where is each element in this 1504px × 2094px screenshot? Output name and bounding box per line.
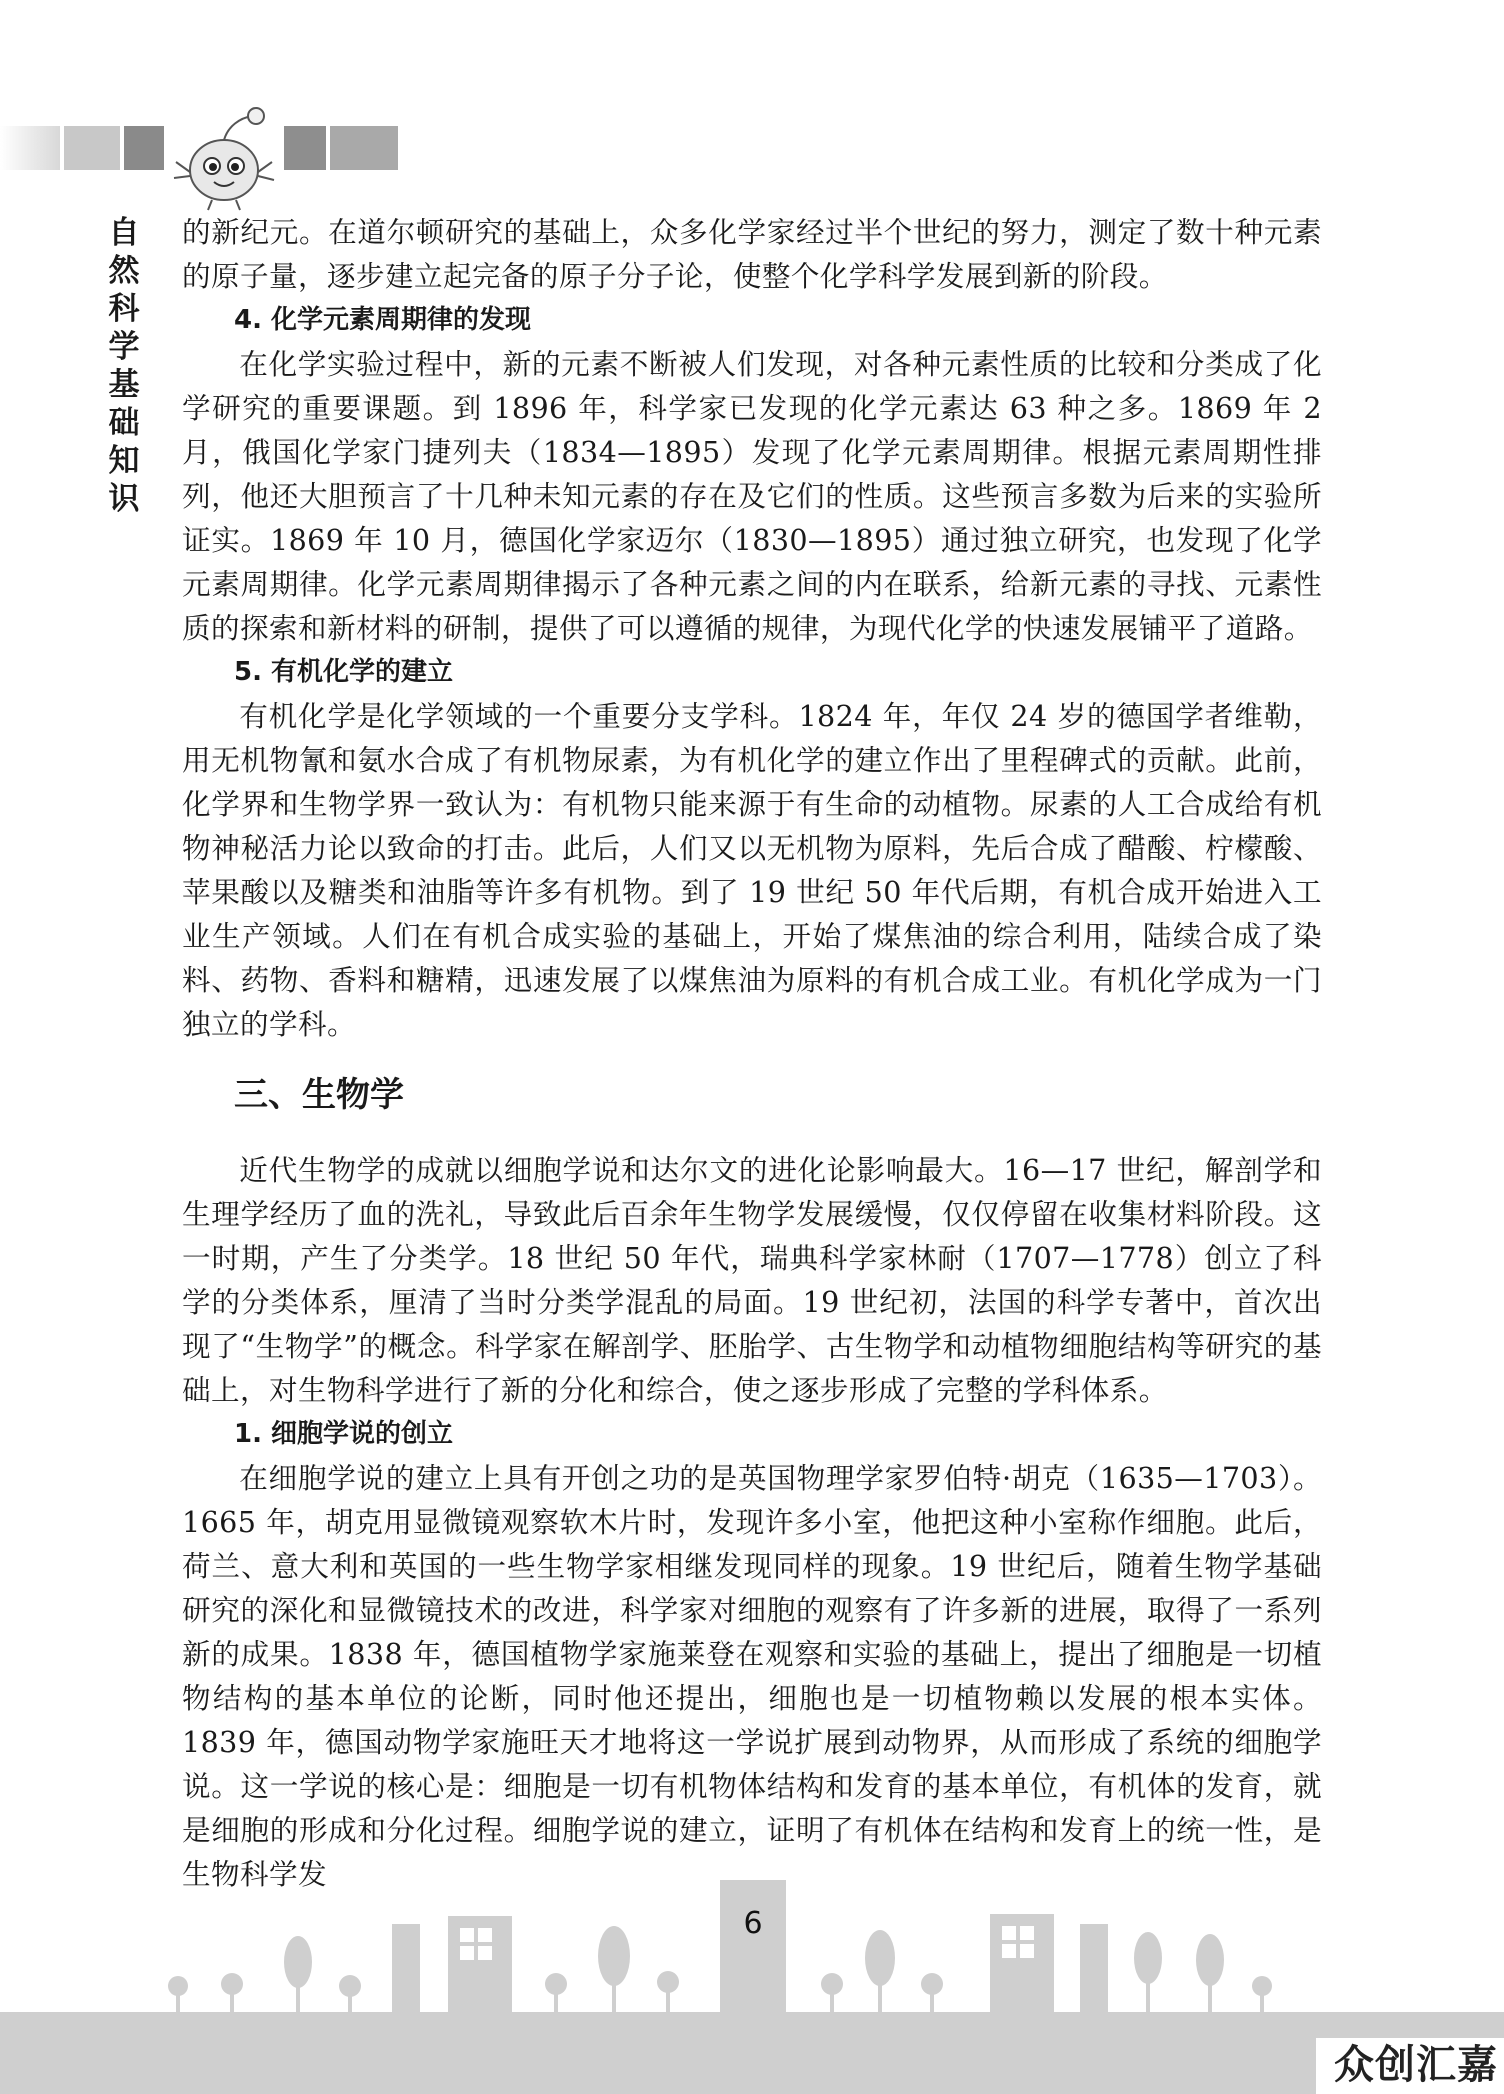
book-title-vertical: 自然科学基础知识 [108,215,140,517]
mascot-icon [166,102,284,214]
main-content [182,210,1322,1896]
page-number: 6 [743,1906,763,1941]
section-heading: 三、生物学 [234,1075,404,1115]
paragraph: 在细胞学说的建立上具有开创之功的是英国物理学家罗伯特·胡克（1635—1703）。1665 年，胡克用显微镜观察软木片时，发现许多小室，他把这种小室称作细胞。此后，荷兰、意大利和英国的一些生物学家相继发现同样的现象。19 世纪后，随着生物学基础研究的深化和显微镜技术的改进，科学家对细胞的观察有了许多新的进展，取得了一系列新的成果。1838 年，德国植物学家施莱登在观察和实验的基础上，提出了细胞是一切植物结构的基本单位的论断，同时他还提出，细胞也是一切植物赖以发展的根本实体。1839 年，德国动物学家施旺天才地将这一学说扩展到动物界，从而形成了系统的细胞学说。这一学说的核心是：细胞是一切有机物体结构和发育的基本单位，有机体的发育，就是细胞的形成和分化过程。细胞学说的建立，证明了有机体在结构和发育上的统一性，是生物科学发 [182,1461,1322,1891]
watermark-text: 众创汇嘉 [1334,2042,1498,2088]
subheading: 4. 化学元素周期律的发现 [234,305,532,335]
paragraph: 的新纪元。在道尔顿研究的基础上，众多化学家经过半个世纪的努力，测定了数十种元素的原子量，逐步建立起完备的原子分子论，使整个化学科学发展到新的阶段。 [182,215,1322,293]
subheading: 5. 有机化学的建立 [234,657,454,687]
watermark [1316,2038,1504,2094]
paragraph: 有机化学是化学领域的一个重要分支学科。1824 年，年仅 24 岁的德国学者维勒，用无机物氰和氨水合成了有机物尿素，为有机化学的建立作出了里程碑式的贡献。此前，化学界和生物学界一致认为：有机物只能来源于有生命的动植物。尿素的人工合成给有机物神秘活力论以致命的打击。此后，人们又以无机物为原料，先后合成了醋酸、柠檬酸、苹果酸以及糖类和油脂等许多有机物。到了 19 世纪 50 年代后期，有机合成开始进入工业生产领域。人们在有机合成实验的基础上，开始了煤焦油的综合利用，陆续合成了染料、药物、香料和糖精，迅速发展了以煤焦油为原料的有机合成工业。有机化学成为一门独立的学科。 [182,699,1322,1041]
paragraph: 在化学实验过程中，新的元素不断被人们发现，对各种元素性质的比较和分类成了化学研究的重要课题。到 1896 年，科学家已发现的化学元素达 63 种之多。1869 年 2 月，俄国化学家门捷列夫（1834—1895）发现了化学元素周期律。根据元素周期性排列，他还大胆预言了十几种未知元素的存在及它们的性质。这些预言多数为后来的实验所证实。1869 年 10 月，德国化学家迈尔（1830—1895）通过独立研究，也发现了化学元素周期律。化学元素周期律揭示了各种元素之间的内在联系，给新元素的寻找、元素性质的探索和新材料的研制，提供了可以遵循的规律，为现代化学的快速发展铺平了道路。 [182,347,1322,645]
paragraph: 近代生物学的成就以细胞学说和达尔文的进化论影响最大。16—17 世纪，解剖学和生理学经历了血的洗礼，导致此后百余年生物学发展缓慢，仅仅停留在收集材料阶段。这一时期，产生了分类学。18 世纪 50 年代，瑞典科学家林耐（1707—1778）创立了科学的分类体系，厘清了当时分类学混乱的局面。19 世纪初，法国的科学专著中，首次出现了“生物学”的概念。科学家在解剖学、胚胎学、古生物学和动植物细胞结构等研究的基础上，对生物科学进行了新的分化和综合，使之逐步形成了完整的学科体系。 [182,1153,1322,1407]
subheading: 1. 细胞学说的创立 [234,1419,454,1449]
footer-cityscape [0,1854,1504,2094]
